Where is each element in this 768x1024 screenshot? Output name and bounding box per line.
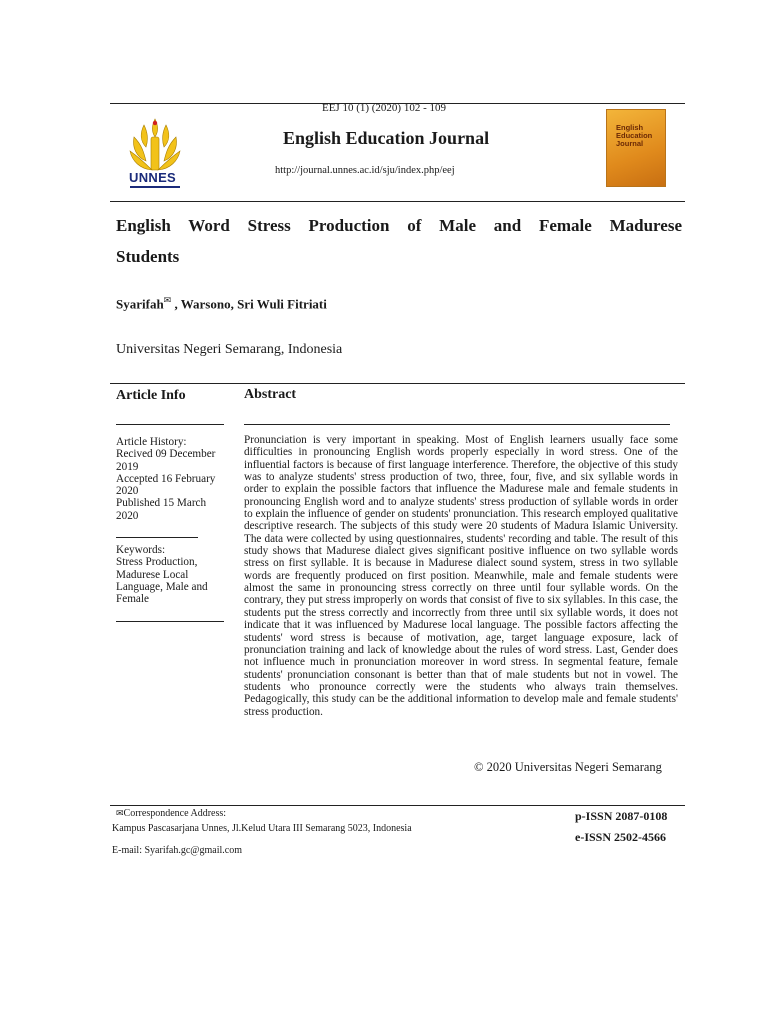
accepted-date: Accepted 16 February 2020	[116, 472, 216, 498]
journal-url[interactable]: http://journal.unnes.ac.id/sju/index.php/eej	[275, 165, 455, 176]
cover-title: English Education Journal	[616, 123, 653, 148]
keywords-label: Keywords:	[116, 544, 166, 556]
envelope-icon[interactable]: ✉	[163, 295, 172, 305]
published-date: Published 15 March 2020	[116, 497, 207, 522]
correspondence-label: ✉Correspondence Address:	[116, 808, 227, 819]
article-history	[116, 436, 230, 522]
keywords-block	[116, 544, 230, 605]
title-line-2: Students	[116, 247, 180, 266]
unnes-logo	[124, 115, 186, 193]
journal-citation: EEJ 10 (1) (2020) 102 - 109	[321, 102, 447, 114]
section-separator	[110, 383, 685, 384]
correspondence-address: Kampus Pascasarjana Unnes, Jl.Kelud Utara III Semarang 5023, Indonesia	[112, 823, 412, 834]
e-issn: e-ISSN 2502-4566	[575, 830, 667, 844]
correspondence-email[interactable]: E-mail: Syarifah.gc@gmail.com	[112, 845, 243, 856]
journal-cover-image	[606, 109, 666, 187]
history-underline	[116, 537, 198, 538]
history-label: Article History:	[116, 436, 187, 448]
journal-name: English Education Journal	[283, 128, 490, 148]
corresponding-author: Syarifah	[116, 296, 164, 312]
keywords-underline	[116, 621, 224, 622]
abstract-heading: Abstract	[244, 387, 297, 402]
abstract-underline	[244, 424, 670, 425]
affiliation: Universitas Negeri Semarang, Indonesia	[116, 342, 343, 357]
authors	[116, 295, 327, 312]
footer-separator	[110, 805, 685, 806]
logo-text: UNNES	[129, 170, 177, 185]
logo-underline	[130, 186, 180, 188]
envelope-icon: ✉	[116, 808, 124, 818]
article-info-heading: Article Info	[116, 388, 186, 403]
info-underline	[116, 424, 224, 425]
p-issn: p-ISSN 2087-0108	[575, 809, 668, 823]
co-authors: , Warsono, Sri Wuli Fitriati	[171, 296, 327, 312]
title-line-1: English Word Stress Production of Male and Female Madurese	[116, 216, 682, 235]
abstract-text: Pronunciation is very important in speaking. Most of English learners usually face some difficulties in pronouncing English words properly especially in word stress. One of the influential factors is because of first language interference. Therefore, the objective of this study was to analyze students' stress production of two, three, four, five, and six syllable words in order to explain the possible factors that influence the Madurese male and female students in pronouncing English word and to analyze students' stress production of syllable words in order to explain the influence of gender on students' pronunciation. This research employed qualitative descriptive research. The subjects of this study were 20 students of Madura Islamic University. The data were collected by using questionnaires, students' recording and table. The result of this study shows that Madurese dialect gives significant positive influence on two syllable words stress on first syllable. It is because in Madurese dialect sound system, stress in two syllable words are frequently produced on first position. Meanwhile, male and female students were almost the same in pronouncing stress correctly on three until four syllable words. On the contrary, they put stress improperly on words that consist of five to six syllables. In this case, the students put the stress correctly and incorrectly from three until six syllable words, it does not indicate that it was influenced by Madurese local language. The possible factors affecting the students' word stress is because of motivation, age, target language exposure, lack of pronunciation training and lack of knowledge about the rules of word stress. Last, Gender does not influence much in pronunciation moreover in word stress. In segmental feature, female students' pronunciation consonant is better than that of male students but not in vowel. The students who pronounce correctly were the students who always train themselves. Pedagogically, this study can be the additional information to develop male and female students' stress production.	[244, 434, 678, 718]
copyright: © 2020 Universitas Negeri Semarang	[474, 760, 662, 774]
keywords-list: Stress Production, Madurese Local Language, Male and Female	[116, 556, 208, 606]
article-title	[116, 210, 682, 272]
received-date: Recived 09 December 2019	[116, 448, 216, 473]
title-separator	[110, 201, 685, 202]
